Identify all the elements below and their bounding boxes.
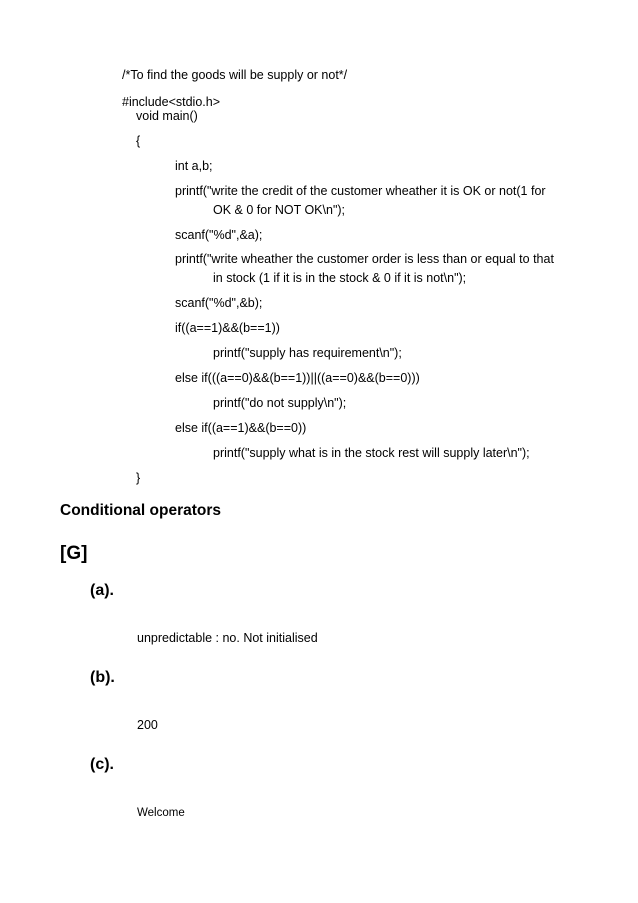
answer-b-text: 200 <box>137 718 158 732</box>
answer-b-label: (b). <box>90 669 115 686</box>
code-elseif2: else if((a==1)&&(b==0)) <box>175 421 307 435</box>
answer-c-text: Welcome <box>137 807 185 819</box>
answer-c-label: (c). <box>90 756 114 773</box>
section-title: Conditional operators <box>60 502 222 519</box>
answer-a-text: unpredictable : no. Not initialised <box>137 631 318 645</box>
code-printf1-line2: OK & 0 for NOT OK\n"); <box>213 203 346 217</box>
code-include: #include<stdio.h> <box>122 95 220 109</box>
code-comment: /*To find the goods will be supply or not*/ <box>122 68 348 82</box>
code-elseif1: else if(((a==0)&&(b==1))||((a==0)&&(b==0))) <box>175 371 420 385</box>
code-scanf2: scanf("%d",&b); <box>175 296 263 310</box>
code-printf1-line1: printf("write the credit of the customer wheather it is OK or not(1 for <box>175 184 546 198</box>
code-decl: int a,b; <box>175 159 213 173</box>
code-elseif1-body: printf("do not supply\n"); <box>213 396 347 410</box>
code-if1: if((a==1)&&(b==1)) <box>175 321 280 335</box>
code-scanf1: scanf("%d",&a); <box>175 228 263 242</box>
code-open-brace: { <box>136 134 141 148</box>
answer-a-label: (a). <box>90 582 114 599</box>
code-close-brace: } <box>136 471 141 485</box>
section-label: [G] <box>60 543 88 564</box>
code-if1-body: printf("supply has requirement\n"); <box>213 346 402 360</box>
code-printf2-line2: in stock (1 if it is in the stock & 0 if it is not\n"); <box>213 271 467 285</box>
code-elseif2-body: printf("supply what is in the stock rest will supply later\n"); <box>213 446 530 460</box>
code-main-decl: void main() <box>136 109 198 123</box>
code-printf2-line1: printf("write wheather the customer order is less than or equal to that <box>175 252 554 266</box>
